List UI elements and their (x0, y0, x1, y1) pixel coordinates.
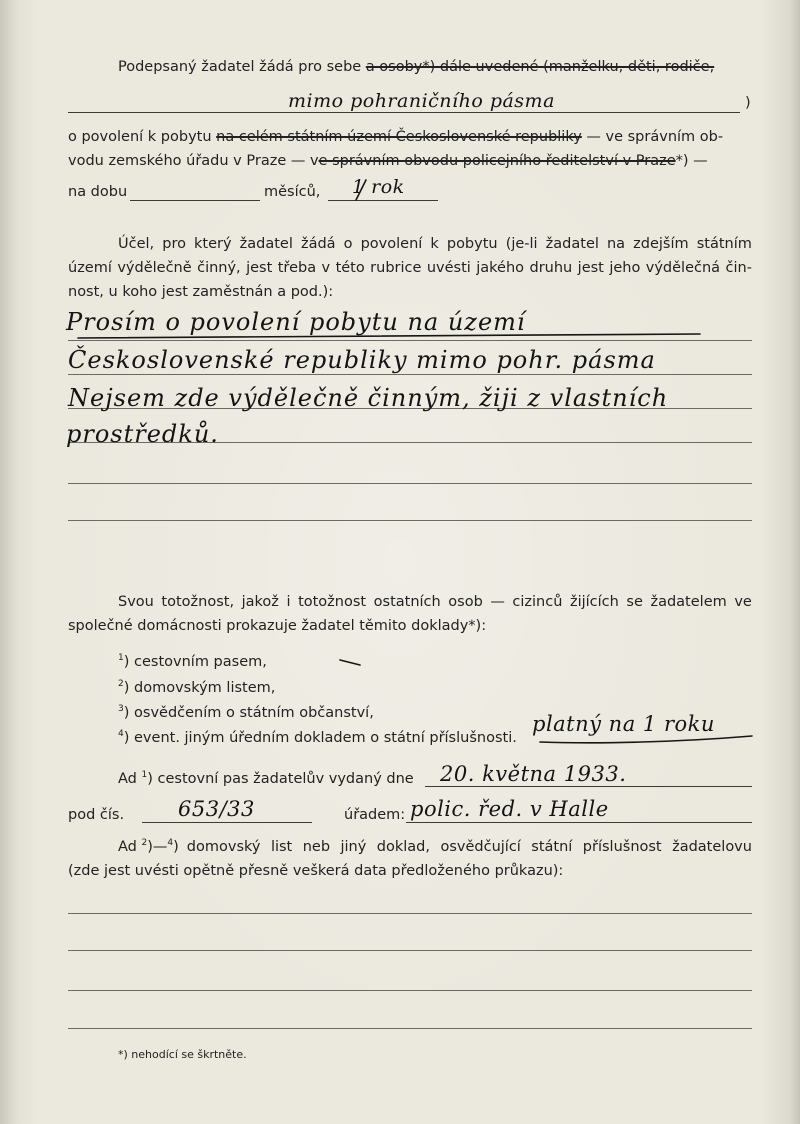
hw-passport-office: polic. řed. v Halle (410, 797, 609, 821)
w: Účel, (118, 236, 155, 252)
purpose-line-3: nost, u koho jest zaměstnán a pod.): (68, 284, 334, 300)
w: list (270, 839, 293, 855)
hw-purpose-1: Prosím o povolení pobytu na území (66, 308, 526, 336)
identity-line-2: společné domácnosti prokazuje žadatel těmito doklady*): (68, 618, 487, 634)
w: jest (246, 260, 273, 276)
w: totožnost (298, 594, 367, 610)
w: pobytu (446, 236, 498, 252)
w: doklad, (376, 839, 430, 855)
ad-number: 2 (141, 838, 148, 849)
w: totožnost, (161, 594, 235, 610)
w: rubrice (370, 260, 422, 276)
w: domovský (186, 839, 261, 855)
ad-dash: — (152, 839, 168, 855)
ad-label: Ad (118, 839, 137, 855)
item-text: domovským listem, (134, 680, 276, 696)
w: výdělečná (645, 260, 721, 276)
ad2-line-2: (zde jest uvésti opětně přesně veškerá data předloženého průkazu): (68, 863, 564, 879)
struck-persons-text: a osoby*) dále uvedené (manželku, děti, rodiče, (365, 59, 715, 75)
item-number: 3 (118, 704, 124, 715)
w: jakož (241, 594, 279, 610)
w: žadatelovu (672, 839, 752, 855)
duration-label: na dobu (68, 184, 128, 200)
w: žadatel (545, 236, 599, 252)
hw-purpose-2: Československé republiky mimo pohr. pásma (68, 346, 656, 374)
signature-tail (540, 736, 752, 743)
purpose-underline (78, 334, 700, 338)
w: žijících (569, 594, 619, 610)
w: se (626, 594, 643, 610)
ad1-text: cestovní pas žadatelův vydaný dne (157, 771, 414, 787)
ad1-line: Ad $^1$) cestovní pas žadatelův vydaný dne (118, 770, 414, 787)
hw-dash (340, 660, 360, 665)
w: státním (696, 236, 752, 252)
hw-validity-note: platný na 1 roku (532, 712, 715, 736)
struck-police-district: e správním obvodu policejního ředitelství v Praze (318, 153, 676, 169)
passport-number-label: pod čís. (68, 807, 125, 823)
w: žadatelem (650, 594, 727, 610)
text-admin-district: — ve správním ob- (586, 129, 724, 145)
ad-number: 1 (141, 770, 148, 781)
struck-whole-territory: na celém státním území Československé republiky (216, 129, 582, 145)
persons-close-paren: ) (745, 95, 751, 111)
w: této (335, 260, 365, 276)
w: neb (302, 839, 331, 855)
w: pro (162, 236, 186, 252)
w: osob (448, 594, 483, 610)
ad2-prefix: Ad $^2$)—$^4$) (118, 838, 179, 855)
w: v (321, 260, 331, 276)
footnote: *) nehodící se škrtněte. (118, 1048, 247, 1061)
hw-passport-date: 20. května 1933. (440, 762, 627, 786)
text-footnote-mark: *) — (675, 153, 708, 169)
w: k (430, 236, 439, 252)
w: území (68, 260, 112, 276)
item-number: 1 (118, 653, 124, 664)
item-text: osvědčením o státním občanství, (134, 705, 374, 721)
item-number: 4 (118, 729, 124, 740)
w: jeho (609, 260, 641, 276)
text-land-office: vodu zemského úřadu v Praze — v (68, 153, 319, 169)
w: osvědčující (440, 839, 521, 855)
ad-label: Ad (118, 771, 137, 787)
doc-item-4: $^4$) event. jiným úředním dokladem o státní příslušnosti. (118, 729, 517, 746)
w: příslušnost (582, 839, 662, 855)
w: druhu (529, 260, 573, 276)
hw-persons-line: mimo pohraničního pásma (288, 90, 555, 112)
hw-purpose-3: Nejsem zde výdělečně činným, žiji z vlastních (68, 384, 669, 412)
item-number: 2 (118, 679, 124, 690)
w: čin- (725, 260, 752, 276)
item-text: event. jiným úředním dokladem o státní příslušnosti. (134, 730, 517, 746)
ad-number: 4 (167, 838, 174, 849)
w: výdělečně (117, 260, 192, 276)
doc-item-3: $^3$) osvědčením o státním občanství, (118, 704, 374, 721)
w: o (343, 236, 353, 252)
w: jiný (340, 839, 367, 855)
w: jest (577, 260, 604, 276)
text-applicant-requests: Podepsaný žadatel žádá pro sebe (118, 59, 362, 75)
doc-item-2: $^2$) domovským listem, (118, 679, 276, 696)
w: (je-li (505, 236, 538, 252)
office-label: úřadem: (344, 807, 406, 823)
w: Svou (118, 594, 154, 610)
hw-years: 1 rok (352, 176, 405, 198)
w: cizinců (512, 594, 563, 610)
months-label: měsíců, (264, 184, 321, 200)
w: státní (531, 839, 573, 855)
text-permit: o povolení k pobytu (68, 129, 212, 145)
w: uvésti (426, 260, 471, 276)
w: i (286, 594, 291, 610)
w: žadatel (239, 236, 293, 252)
w: který (194, 236, 232, 252)
hw-passport-number: 653/33 (178, 797, 255, 821)
w: zdejším (633, 236, 689, 252)
w: třeba (277, 260, 317, 276)
year-stroke (356, 180, 366, 200)
item-text: cestovním pasem, (134, 654, 267, 670)
w: činný, (197, 260, 241, 276)
w: na (606, 236, 626, 252)
w: jakého (476, 260, 525, 276)
w: ostatních (373, 594, 441, 610)
hw-purpose-4: prostředků. (66, 420, 219, 448)
w: — (490, 594, 505, 610)
w: ve (734, 594, 752, 610)
w: povolení (360, 236, 423, 252)
w: žádá (300, 236, 336, 252)
doc-item-1: $^1$) cestovním pasem, (118, 653, 267, 670)
